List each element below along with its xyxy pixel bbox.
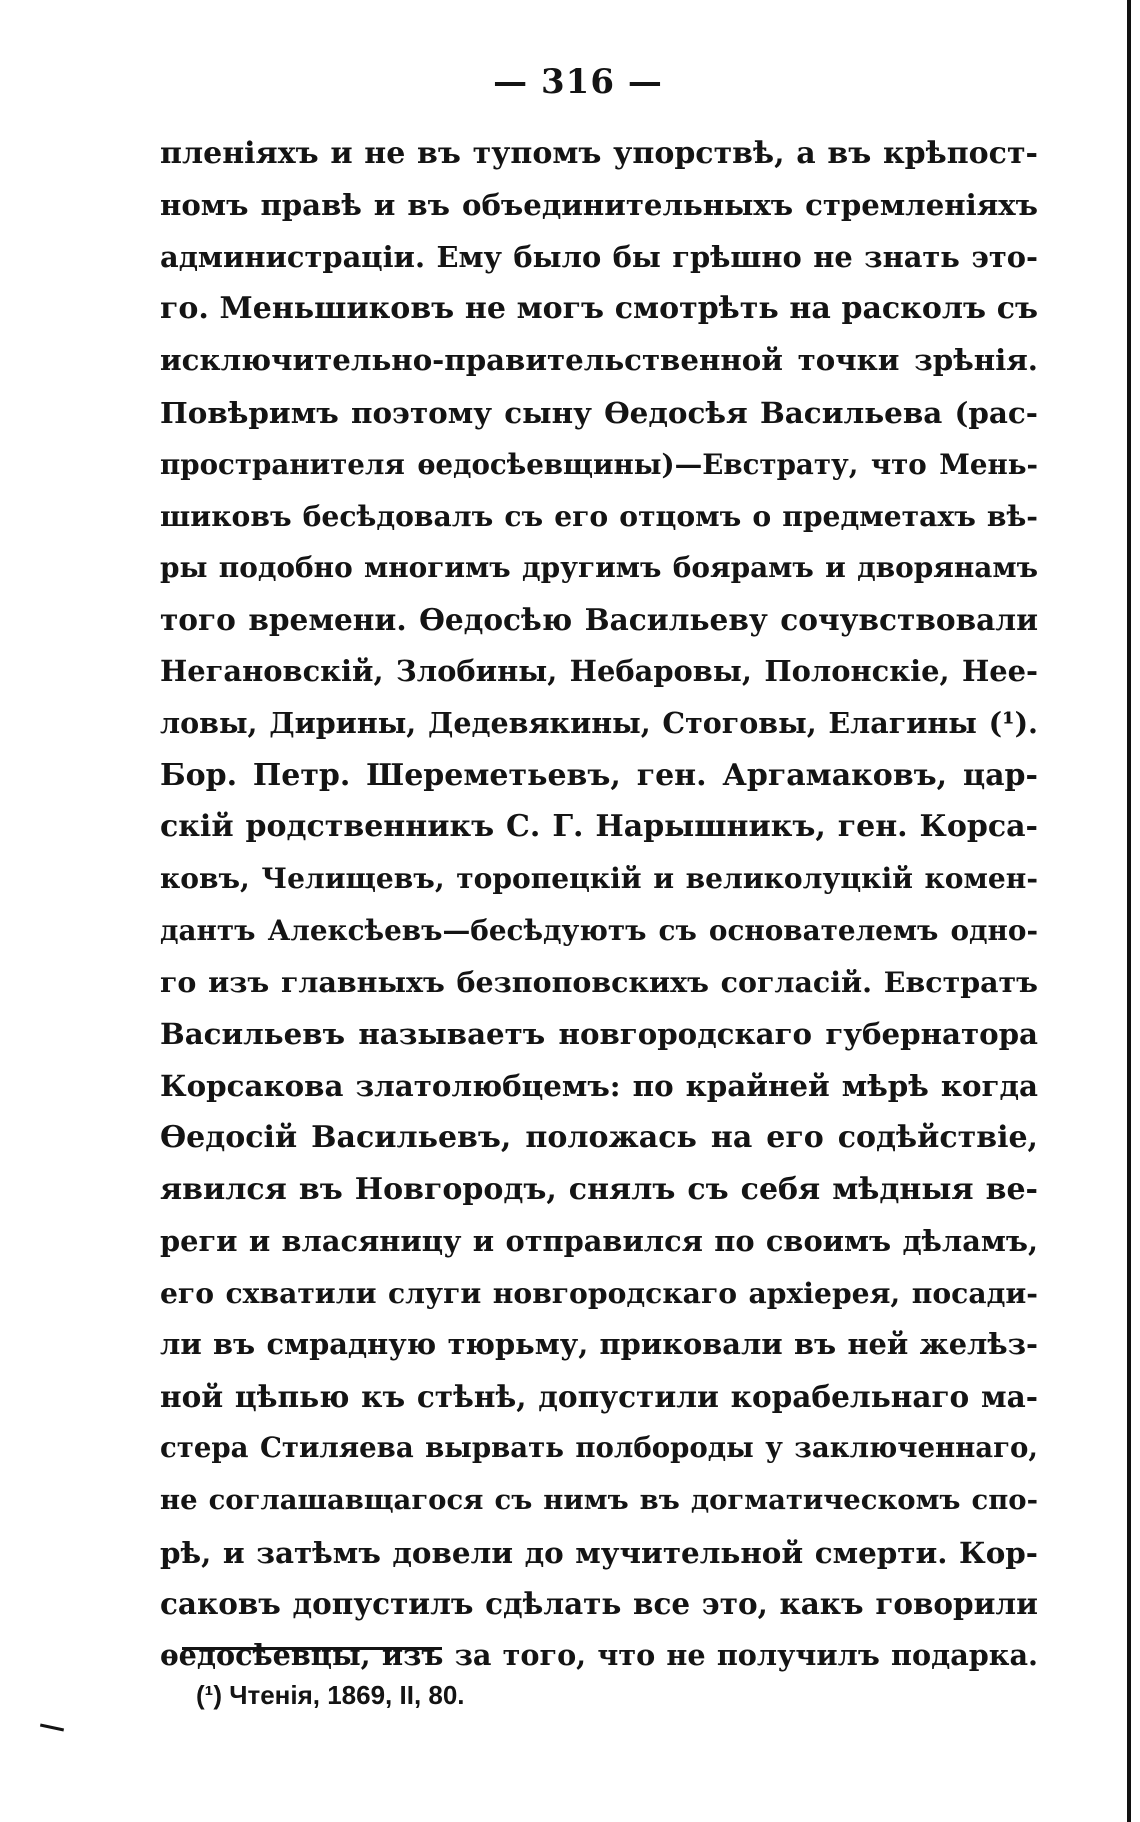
page-number: — 316 — [493, 62, 663, 102]
text-line: го изъ главныхъ безпоповскихъ согласій. Евстратъ [160, 964, 1038, 999]
text-line: Корсакова златолюбцемъ: по крайней мѣрѣ когда [160, 1068, 1038, 1104]
text-line: Бор. Петр. Шереметьевъ, ген. Аргамаковъ, цар- [160, 757, 1038, 793]
margin-mark [40, 1724, 64, 1732]
text-line: ѳедосѣевцы, изъ за того, что не получилъ подарка. [160, 1638, 1038, 1673]
text-line: явился въ Новгородъ, снялъ съ себя мѣдныя ве- [160, 1171, 1038, 1207]
text-line: ной цѣпью къ стѣнѣ, допустили корабельнаго ма- [160, 1379, 1038, 1415]
text-line: ли въ смрадную тюрьму, приковали въ ней желѣз- [160, 1327, 1038, 1362]
text-line: шиковъ бесѣдовалъ съ его отцомъ о предметахъ вѣ- [160, 499, 1038, 533]
text-line: ловы, Дирины, Дедевякины, Стоговы, Елагины (¹). [160, 705, 1038, 740]
text-line: пространителя ѳедосѣевщины)—Евстрату, что Мень- [160, 447, 1038, 481]
text-line: номъ правѣ и въ объединительныхъ стремленіяхъ [160, 187, 1038, 222]
text-line: ковъ, Челищевъ, торопецкій и великолуцкій комен- [160, 862, 1038, 896]
text-line: администраціи. Ему было бы грѣшно не знать это- [160, 239, 1038, 274]
text-line: исключительно-правительственной точки зрѣнія. [160, 343, 1038, 378]
text-line: го. Меньшиковъ не могъ смотрѣть на расколъ съ [160, 291, 1038, 327]
body-text [160, 128, 1038, 1682]
text-line: стера Стиляева вырвать полбороды у заключеннаго, [160, 1431, 1038, 1464]
text-line: реги и власяницу и отправился по своимъ дѣламъ, [160, 1223, 1038, 1258]
text-line: скій родственникъ С. Г. Нарышникъ, ген. Корса- [160, 809, 1038, 845]
text-line: его схватили слуги новгородскаго архіерея, посади- [160, 1276, 1038, 1310]
text-line: того времени. Ѳедосѣю Васильеву сочувствовали [160, 602, 1038, 638]
footnote: (¹) Чтенія, 1869, II, 80. [196, 1680, 465, 1710]
text-line: Васильевъ называетъ новгородскаго губернатора [160, 1016, 1038, 1051]
text-line: Ѳедосій Васильевъ, положась на его содѣйствіе, [160, 1120, 1038, 1156]
text-line: дантъ Алексѣевъ—бесѣдуютъ съ основателемъ одно- [160, 913, 1038, 947]
text-line: не соглашавщагося съ нимъ въ догматическомъ спо- [160, 1483, 1038, 1516]
text-line: Повѣримъ поэтому сыну Ѳедосѣя Васильева (рас- [160, 394, 1038, 430]
text-line: рѣ, и затѣмъ довели до мучительной смерти. Кор- [160, 1534, 1038, 1570]
footnote-divider [182, 1647, 442, 1650]
text-line: пленіяхъ и не въ тупомъ упорствѣ, а въ крѣпост- [160, 136, 1038, 171]
text-line: Негановскій, Злобины, Небаровы, Полонскіе, Нее- [160, 653, 1038, 688]
page-edge-line [1127, 0, 1131, 1822]
text-line: ры подобно многимъ другимъ боярамъ и дворянамъ [160, 551, 1038, 585]
text-line: саковъ допустилъ сдѣлать все это, какъ говорили [160, 1586, 1038, 1622]
